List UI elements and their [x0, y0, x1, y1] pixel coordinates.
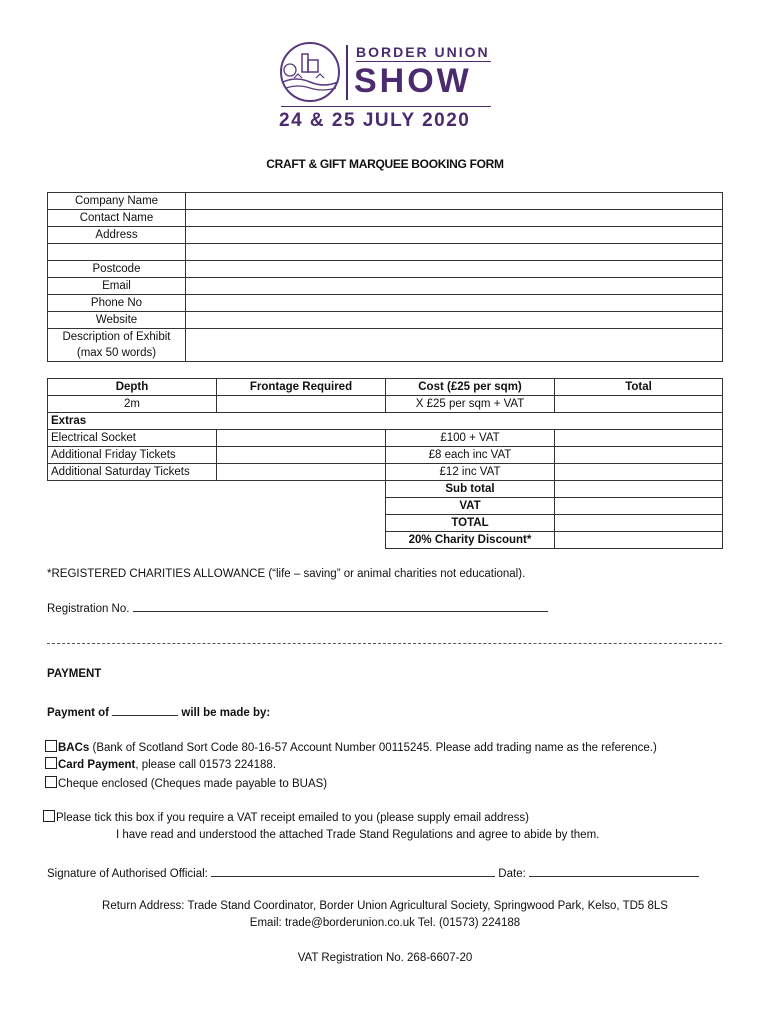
extra-quantity-field[interactable]	[217, 464, 386, 481]
show-logo	[276, 40, 496, 135]
subtotal-field[interactable]	[555, 481, 723, 498]
charity-note: *REGISTERED CHARITIES ALLOWANCE (“life – saving” or animal charities not educational).	[47, 568, 526, 580]
signature-field[interactable]	[211, 865, 495, 877]
booking-table	[47, 378, 723, 549]
cheque-label: Cheque enclosed (Cheques made payable to BUAS)	[58, 778, 328, 790]
company-name-field[interactable]	[186, 193, 723, 210]
castle-emblem-icon	[276, 40, 346, 106]
field-label	[48, 244, 186, 261]
website-field[interactable]	[186, 312, 723, 329]
table-row	[48, 396, 723, 413]
table-row	[48, 227, 723, 244]
cost-cell: £8 each inc VAT	[386, 447, 555, 464]
extra-quantity-field[interactable]	[217, 447, 386, 464]
extra-item: Additional Friday Tickets	[48, 447, 217, 464]
logo-top-text: BORDER UNION	[356, 44, 490, 60]
bacs-option	[45, 740, 657, 754]
cheque-option	[45, 776, 327, 790]
table-row	[48, 430, 723, 447]
vat-registration: VAT Registration No. 268-6607-20	[297, 952, 473, 964]
postcode-field[interactable]	[186, 261, 723, 278]
column-header: Frontage Required	[217, 379, 386, 396]
table-row	[48, 379, 723, 396]
table-row	[48, 295, 723, 312]
vat-field[interactable]	[555, 498, 723, 515]
table-row	[48, 193, 723, 210]
total-field[interactable]	[555, 464, 723, 481]
registration-line	[47, 600, 548, 615]
bacs-detail: (Bank of Scotland Sort Code 80-16-57 Account Number 00115245. Please add trading name as the reference.)	[92, 742, 657, 754]
card-payment-checkbox[interactable]	[45, 757, 57, 769]
cost-cell: X £25 per sqm + VAT	[386, 396, 555, 413]
cost-cell: £12 inc VAT	[386, 464, 555, 481]
total-field[interactable]	[555, 430, 723, 447]
will-be-made-by-label: will be made by:	[181, 707, 271, 719]
payment-of-label: Payment of	[47, 707, 109, 719]
description-field[interactable]	[186, 329, 723, 362]
total-field[interactable]	[555, 447, 723, 464]
card-option	[45, 757, 276, 771]
address-field[interactable]	[186, 227, 723, 244]
payment-amount-field[interactable]	[112, 704, 178, 716]
column-header: Total	[555, 379, 723, 396]
table-row	[48, 261, 723, 278]
signature-line	[47, 865, 699, 880]
extra-item: Additional Saturday Tickets	[48, 464, 217, 481]
vat-receipt-checkbox[interactable]	[43, 810, 55, 822]
charity-discount-field[interactable]	[555, 532, 723, 549]
registration-number-field[interactable]	[133, 600, 548, 612]
field-label: Website	[48, 312, 186, 329]
card-detail: , please call 01573 224188.	[135, 759, 277, 771]
extra-quantity-field[interactable]	[217, 430, 386, 447]
phone-field[interactable]	[186, 295, 723, 312]
divider	[47, 643, 722, 644]
field-label: Email	[48, 278, 186, 295]
payment-of-line	[47, 704, 270, 719]
field-label: Phone No	[48, 295, 186, 312]
date-field[interactable]	[529, 865, 699, 877]
table-row	[48, 329, 723, 362]
table-row	[48, 312, 723, 329]
registration-label: Registration No.	[47, 603, 130, 615]
table-row	[48, 481, 723, 498]
frontage-field[interactable]	[217, 396, 386, 413]
summary-label: 20% Charity Discount*	[386, 532, 555, 549]
field-label: Company Name	[48, 193, 186, 210]
address-line-2-field[interactable]	[186, 244, 723, 261]
contact-name-field[interactable]	[186, 210, 723, 227]
bacs-checkbox[interactable]	[45, 740, 57, 752]
signature-label: Signature of Authorised Official:	[47, 868, 208, 880]
summary-label: Sub total	[386, 481, 555, 498]
table-row	[48, 278, 723, 295]
contact-details-table	[47, 192, 723, 362]
cost-cell: £100 + VAT	[386, 430, 555, 447]
bacs-label: BACs	[58, 742, 90, 754]
cheque-checkbox[interactable]	[45, 776, 57, 788]
table-row	[48, 515, 723, 532]
email-field[interactable]	[186, 278, 723, 295]
column-header: Depth	[48, 379, 217, 396]
column-header: Cost (£25 per sqm)	[386, 379, 555, 396]
vat-receipt-option	[43, 810, 529, 824]
summary-label: VAT	[386, 498, 555, 515]
table-row	[48, 464, 723, 481]
description-label: Description of Exhibit	[62, 331, 171, 343]
table-row	[48, 532, 723, 549]
vat-receipt-label: Please tick this box if you require a VAT receipt emailed to you (please supply email address)	[56, 812, 530, 824]
extra-item: Electrical Socket	[48, 430, 217, 447]
card-label: Card Payment	[58, 759, 136, 771]
field-label: Address	[48, 227, 186, 244]
table-row	[48, 244, 723, 261]
extras-label: Extras	[48, 413, 723, 430]
table-row	[48, 498, 723, 515]
form-title: CRAFT & GIFT MARQUEE BOOKING FORM	[266, 157, 504, 171]
field-label	[48, 329, 186, 362]
table-row	[48, 447, 723, 464]
field-label: Postcode	[48, 261, 186, 278]
grand-total-field[interactable]	[555, 515, 723, 532]
date-label: Date:	[498, 868, 526, 880]
contact-line: Email: trade@borderunion.co.uk Tel. (01573) 224188	[249, 917, 521, 929]
field-label: Contact Name	[48, 210, 186, 227]
table-row	[48, 210, 723, 227]
depth-value: 2m	[48, 396, 217, 413]
logo-date-text: 24 & 25 JULY 2020	[279, 110, 471, 131]
return-address: Return Address: Trade Stand Coordinator, Border Union Agricultural Society, Springwood Park, Kelso, TD5 8LS	[102, 900, 668, 912]
summary-label: TOTAL	[386, 515, 555, 532]
total-field[interactable]	[555, 396, 723, 413]
payment-heading: PAYMENT	[47, 668, 102, 680]
table-row	[48, 413, 723, 430]
logo-main-text: SHOW	[354, 62, 472, 100]
agreement-text: I have read and understood the attached Trade Stand Regulations and agree to abide by them.	[116, 829, 600, 841]
description-sublabel: (max 50 words)	[76, 347, 157, 359]
